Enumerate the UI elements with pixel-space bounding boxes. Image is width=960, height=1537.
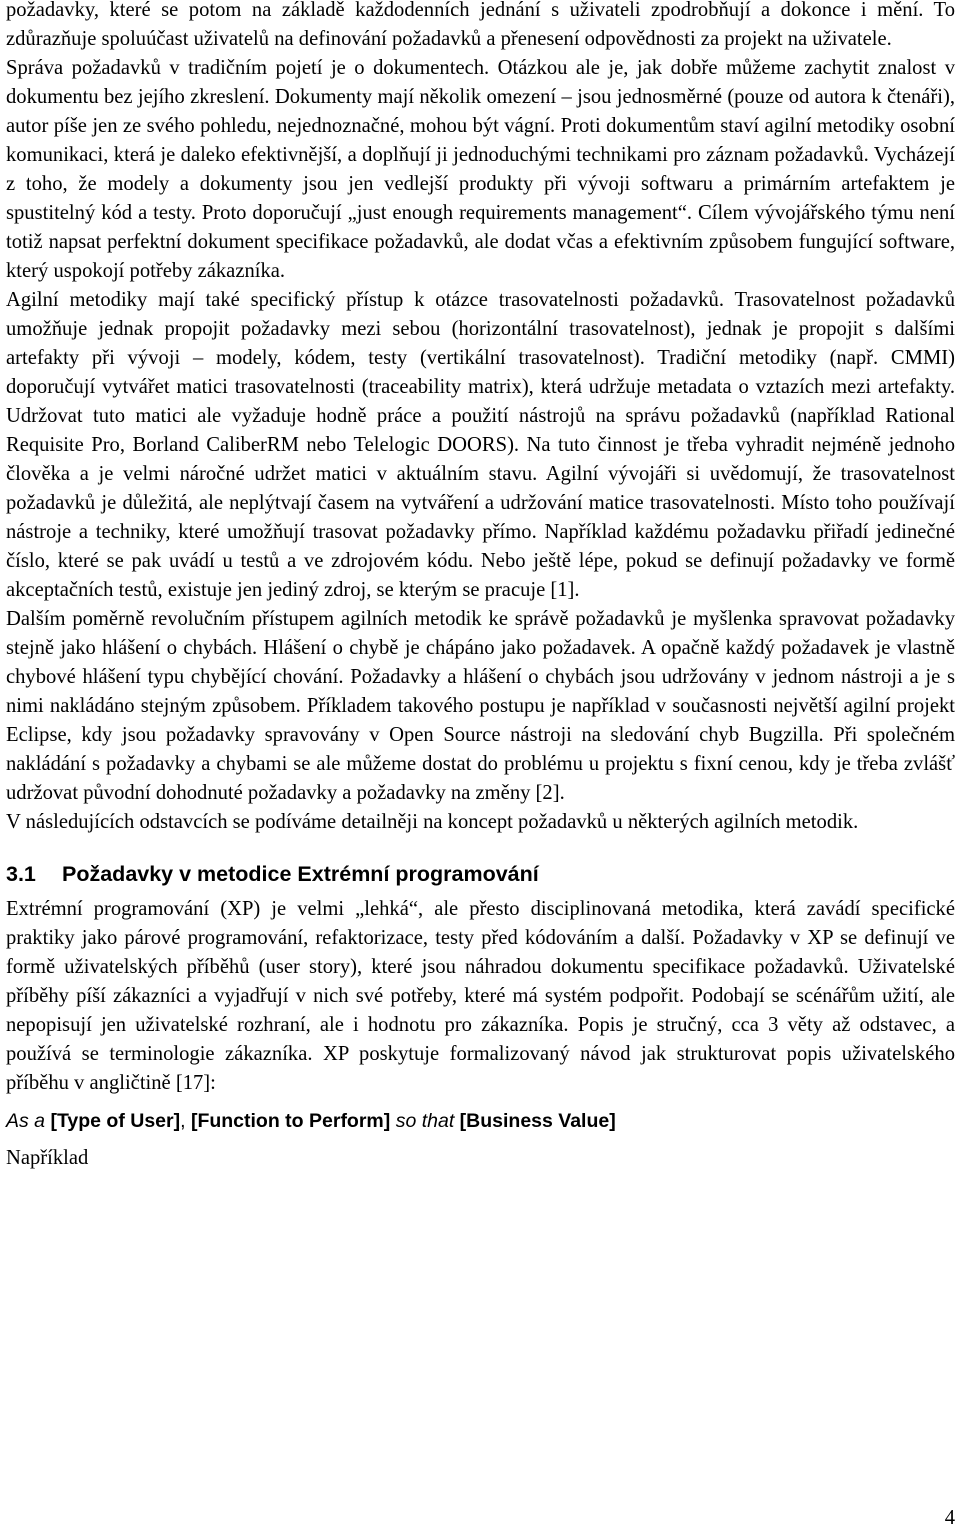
user-story-template [6, 1107, 955, 1136]
paragraph-requirements-documents: Správa požadavků v tradičním pojetí je o dokumentech. Otázkou ale je, jak dobře můžeme zachytit znalost v dokumentu bez jejího zkreslení. Dokumenty mají několik omezení – jsou jednosměrné (pouze od autora k čtenáři), autor píše jen ze svého pohledu, nejednoznačné, mohou být vágní. Proti dokumentům staví agilní metodiky osobní komunikaci, která je daleko efektivnější, a doplňují ji jednoduchými technikami pro záznam požadavků. Vycházejí z toho, že modely a dokumenty jsou jen vedlejší produkty při vývoji softwaru a primárním artefaktem je spustitelný kód a testy. Proto doporučují „just enough requirements management“. Cílem vývojářského týmu není totiž napsat perfektní dokument specifikace požadavků, ale dodat včas a efektivním způsobem fungující software, který uspokojí potřeby zákazníka. [6, 57, 955, 282]
paragraph-following-sections: V následujících odstavcích se podíváme detailněji na koncept požadavků u některých agilních metodik. [6, 811, 859, 833]
template-comma: , [180, 1110, 186, 1132]
example-label: Například [6, 1147, 89, 1169]
template-function: [Function to Perform] [190, 1110, 391, 1132]
section-heading [6, 860, 955, 889]
paragraph-requirements-intro: požadavky, které se potom na základě každodenních jednání s uživateli zpodrobňují a dokonce i mění. To zdůrazňuje spoluúčast uživatelů na definování požadavků a přenesení odpovědnosti za projekt na uživatele. [6, 0, 955, 50]
template-so-that: so that [395, 1110, 455, 1132]
page-number: 4 [944, 1507, 955, 1529]
document-page [6, 0, 955, 1173]
paragraph-traceability: Agilní metodiky mají také specifický přístup k otázce trasovatelnosti požadavků. Trasovatelnost požadavků umožňuje jednak propojit požadavky mezi sebou (horizontální trasovatelnost), jednak je propojit s dalšími artefakty při vývoji – modely, kódem, testy (vertikální trasovatelnost). Tradiční metodiky (např. CMMI) doporučují vytvářet matici trasovatelnosti (traceability matrix), která udržuje metadata o vztazích mezi artefakty. Udržovat tuto matici ale vyžaduje hodně práce a použití nástrojů na správu požadavků (například Rational Requisite Pro, Borland CaliberRM nebo Telelogic DOORS). Na tuto činnost je třeba vyhradit nejméně jednoho člověka a je velmi náročné udržet matici v aktuálním stavu. Agilní vývojáři si uvědomují, že trasovatelnost požadavků je důležitá, ale neplýtvají časem na vytváření a udržování matice trasovatelnosti. Místo toho používají nástroje a techniky, které umožňují trasovat požadavky přímo. Například každému požadavku přiřadí jedinečné číslo, které se pak uvádí u testů a ve zdrojovém kódu. Nebo ještě lépe, pokud se definují požadavky ve formě akceptačních testů, existuje jen jediný zdroj, se kterým se pracuje [1]. [6, 289, 955, 601]
section-title: Požadavky v metodice Extrémní programování [62, 862, 539, 886]
paragraph-requirements-as-bugs: Dalším poměrně revolučním přístupem agilních metodik ke správě požadavků je myšlenka spravovat požadavky stejně jako hlášení o chybách. Hlášení o chybě je chápáno jako požadavek. A opačně každý požadavek je vlastně chybové hlášení typu chybějící chování. Požadavky a hlášení o chybách jsou udržovány v jednom nástroji a je s nimi nakládáno stejným způsobem. Příkladem takového postupu je například v současnosti největší agilní projekt Eclipse, kdy jsou požadavky spravovány v Open Source nástroji na sledování chyb Bugzilla. Při společném nakládání s požadavky a chybami se ale můžeme dostat do problému u projektu s fixní cenou, kdy je třeba zvlášť udržovat původní dohodnuté požadavky a požadavky na změny [2]. [6, 608, 955, 804]
template-business-value: [Business Value] [459, 1110, 616, 1132]
template-as-a: As a [6, 1110, 46, 1132]
section-number: 3.1 [6, 862, 36, 886]
template-type-of-user: [Type of User] [50, 1110, 181, 1132]
paragraph-extreme-programming: Extrémní programování (XP) je velmi „lehká“, ale přesto disciplinovaná metodika, která zavádí specifické praktiky jako párové programování, refaktorizace, testy před kódováním a další. Požadavky v XP se definují ve formě uživatelských příběhů (user story), které jsou náhradou dokumentu specifikace požadavků. Uživatelské příběhy píší zákazníci a vyjadřují v nich své potřeby, které má systém podpořit. Podobají se scénářům užití, ale nepopisují jen uživatelské rozhraní, ale i hodnotu pro zákazníka. Popis je stručný, cca 3 věty až odstavec, a používá se terminologie zákazníka. XP poskytuje formalizovaný návod jak strukturovat popis uživatelského příběhu v angličtině [17]: [6, 898, 955, 1094]
